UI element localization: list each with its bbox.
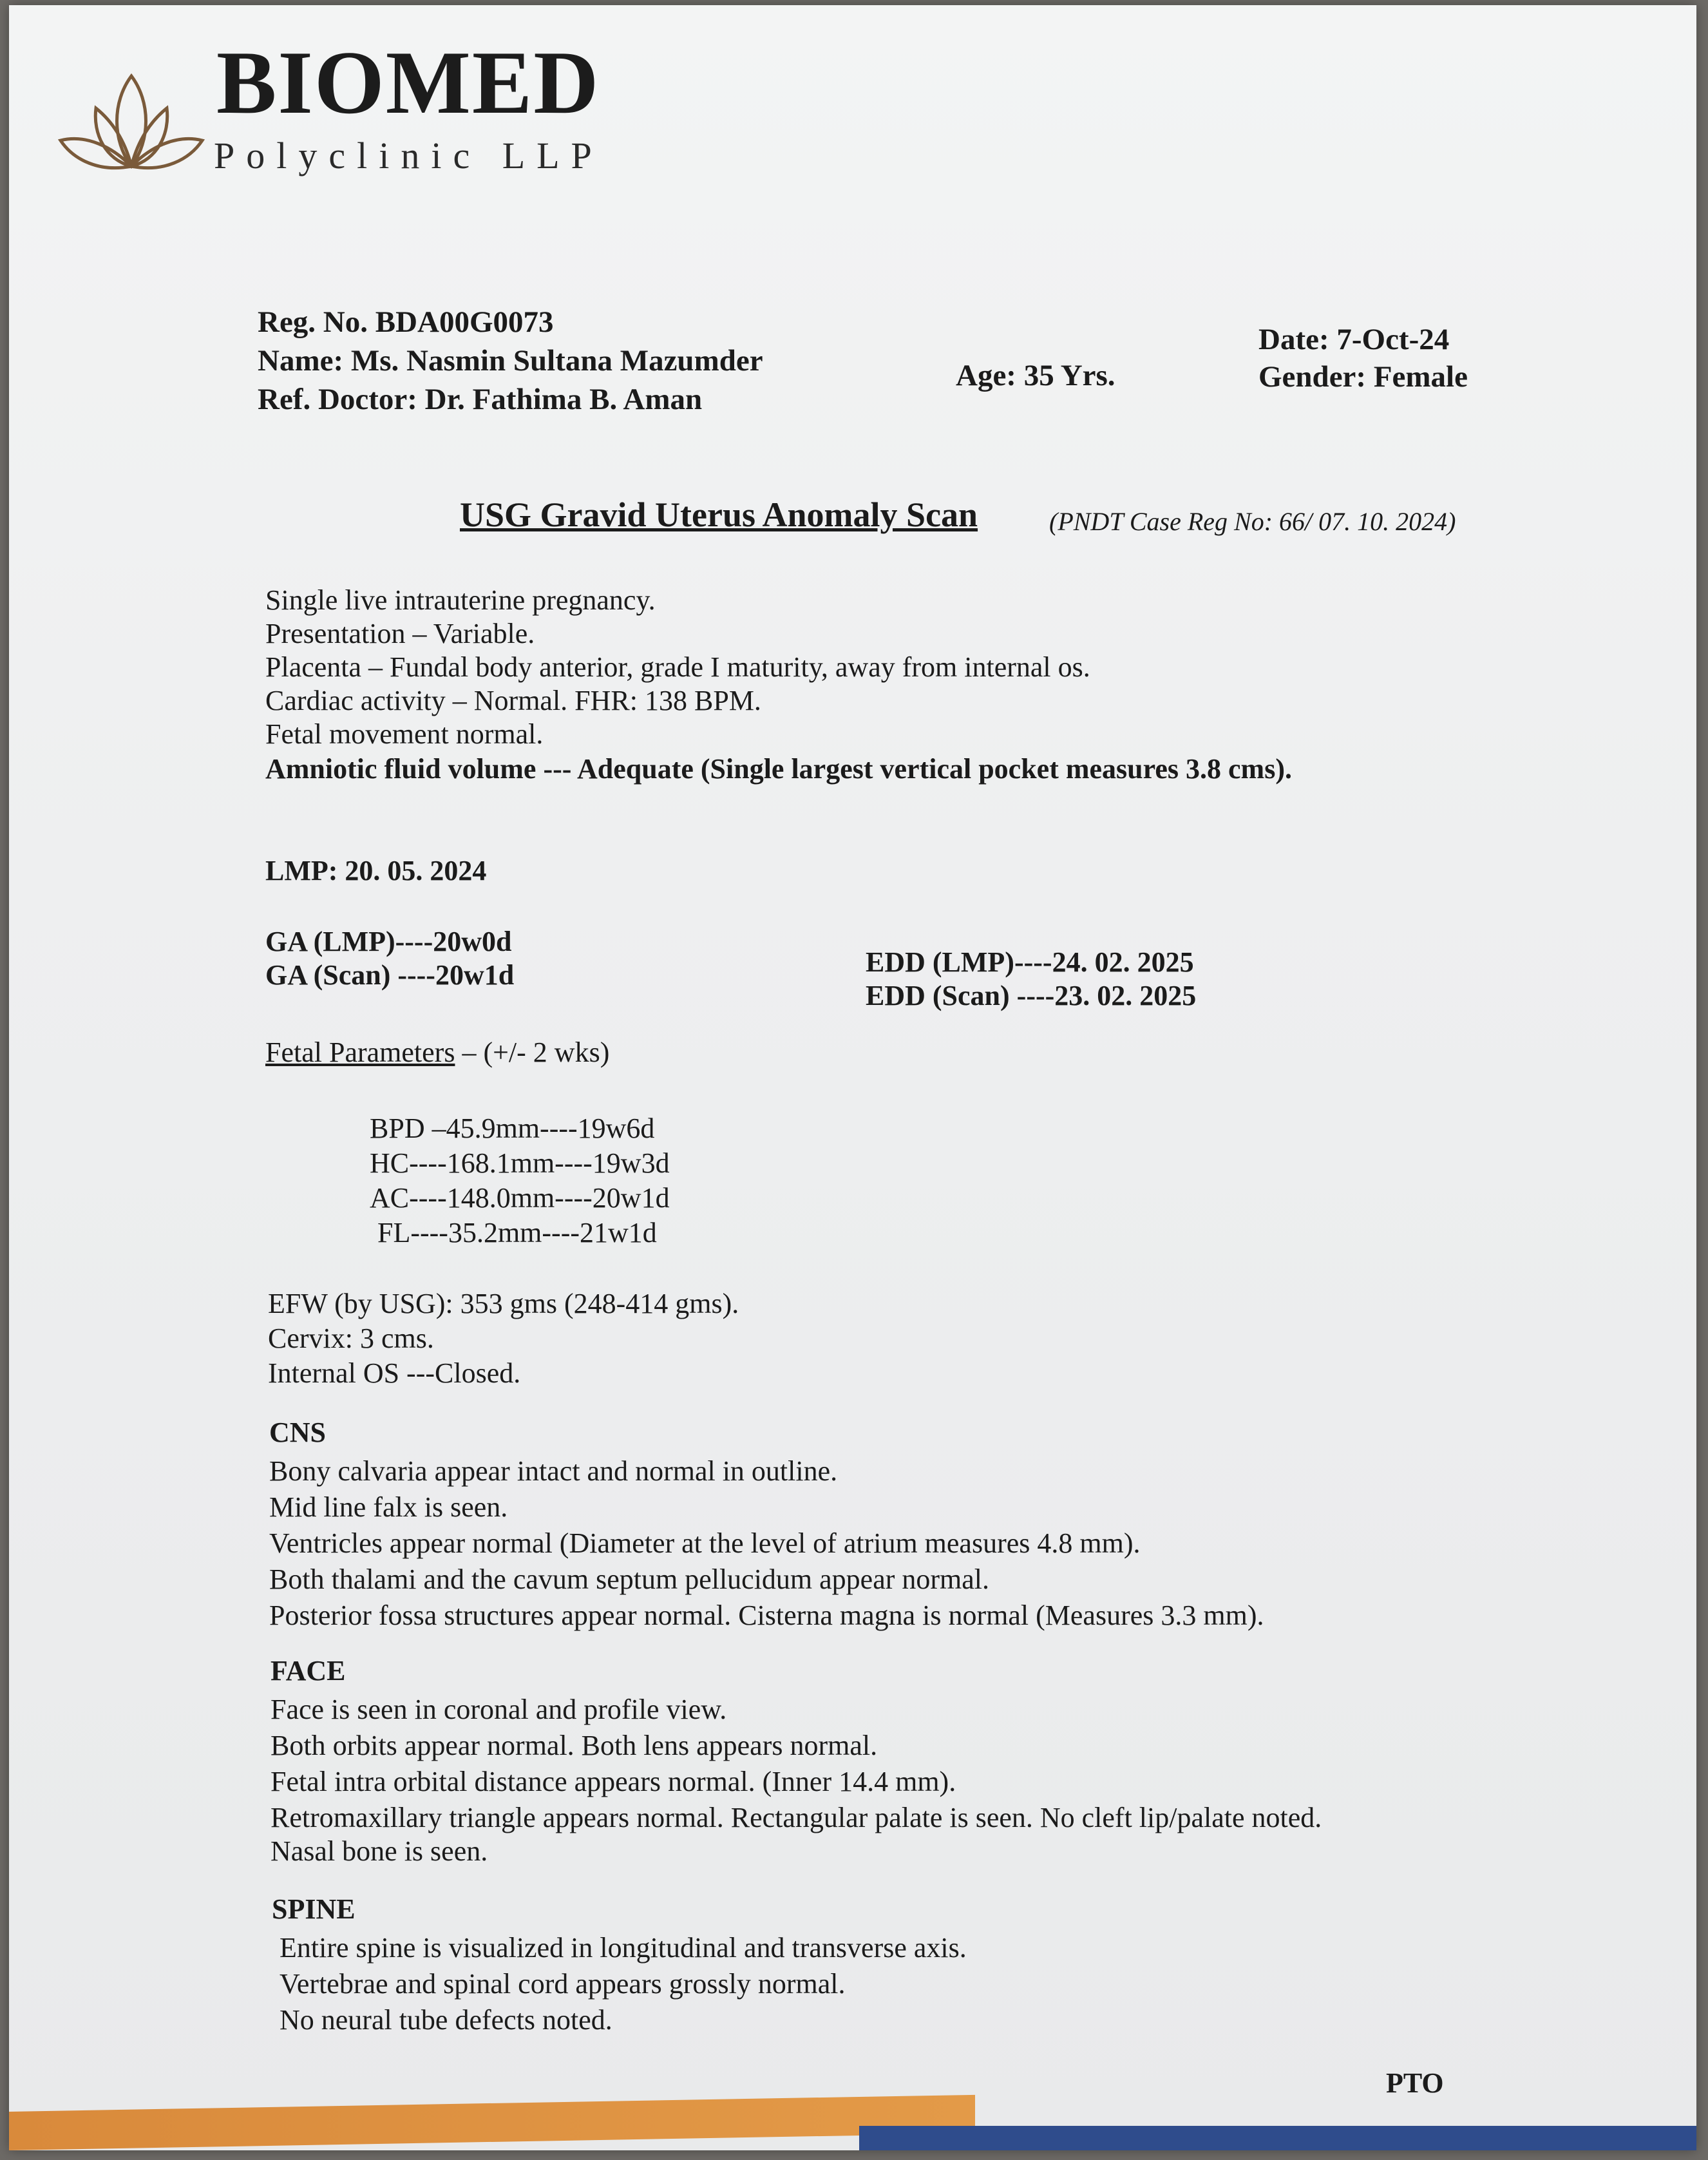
brand-name: BIOMED <box>216 33 600 133</box>
face-line: Both orbits appear normal. Both lens appears normal. <box>270 1730 878 1761</box>
ref-doctor: Ref. Doctor: Dr. Fathima B. Aman <box>258 383 703 416</box>
face-line: Face is seen in coronal and profile view. <box>270 1694 727 1725</box>
spine-line: Entire spine is visualized in longitudinal and transverse axis. <box>280 1932 967 1964</box>
footer-stripe-orange <box>9 2095 975 2150</box>
amniotic-fluid: Amniotic fluid volume --- Adequate (Single largest vertical pocket measures 3.8 cms). <box>265 753 1292 785</box>
finding-line: Placenta – Fundal body anterior, grade I maturity, away from internal os. <box>265 651 1090 683</box>
cns-line: Posterior fossa structures appear normal. Cisterna magna is normal (Measures 3.3 mm). <box>269 1600 1264 1631</box>
face-heading: FACE <box>270 1655 346 1687</box>
reg-no: Reg. No. BDA00G0073 <box>258 305 554 339</box>
case-reg: (PNDT Case Reg No: 66/ 07. 10. 2024) <box>1049 507 1456 536</box>
internal-os: Internal OS ---Closed. <box>268 1357 521 1389</box>
fetal-param: AC----148.0mm----20w1d <box>370 1182 670 1214</box>
efw: EFW (by USG): 353 gms (248-414 gms). <box>268 1288 739 1319</box>
spine-line: No neural tube defects noted. <box>280 2004 612 2036</box>
finding-line: Presentation – Variable. <box>265 618 535 649</box>
cns-heading: CNS <box>269 1417 327 1448</box>
spine-heading: SPINE <box>272 1893 356 1925</box>
patient-age: Age: 35 Yrs. <box>956 359 1115 392</box>
face-line: Fetal intra orbital distance appears normal. (Inner 14.4 mm). <box>270 1766 956 1797</box>
lmp: LMP: 20. 05. 2024 <box>265 855 487 886</box>
footer-stripe-blue <box>859 2126 1696 2150</box>
cns-line: Both thalami and the cavum septum pellucidum appear normal. <box>269 1563 990 1595</box>
edd-lmp: EDD (LMP)----24. 02. 2025 <box>866 946 1194 978</box>
face-line: Retromaxillary triangle appears normal. Rectangular palate is seen. No cleft lip/palate noted. <box>270 1802 1322 1833</box>
report-page <box>9 5 1696 2150</box>
patient-gender: Gender: Female <box>1258 360 1468 394</box>
edd-scan: EDD (Scan) ----23. 02. 2025 <box>866 980 1197 1011</box>
report-title: USG Gravid Uterus Anomaly Scan <box>460 495 978 534</box>
fetal-param: BPD –45.9mm----19w6d <box>370 1113 655 1144</box>
finding-line: Single live intrauterine pregnancy. <box>265 584 656 616</box>
fetal-params-heading <box>265 1036 609 1069</box>
spine-line: Vertebrae and spinal cord appears grossly normal. <box>280 1968 846 2000</box>
finding-line: Cardiac activity – Normal. FHR: 138 BPM. <box>265 685 761 716</box>
pto-label: PTO <box>1386 2067 1444 2099</box>
cns-line: Ventricles appear normal (Diameter at the level of atrium measures 4.8 mm). <box>269 1527 1141 1559</box>
finding-line: Fetal movement normal. <box>265 718 544 750</box>
lotus-logo-icon <box>48 63 215 186</box>
ga-scan: GA (Scan) ----20w1d <box>265 959 515 991</box>
report-date: Date: 7-Oct-24 <box>1258 323 1450 356</box>
ga-lmp: GA (LMP)----20w0d <box>265 926 512 957</box>
cns-line: Bony calvaria appear intact and normal in outline. <box>269 1455 838 1487</box>
fetal-param: FL----35.2mm----21w1d <box>377 1217 657 1248</box>
fetal-param: HC----168.1mm----19w3d <box>370 1147 670 1179</box>
face-line: Nasal bone is seen. <box>270 1835 488 1867</box>
cervix: Cervix: 3 cms. <box>268 1323 434 1354</box>
fetal-params-title: Fetal Parameters <box>265 1037 455 1068</box>
patient-name: Name: Ms. Nasmin Sultana Mazumder <box>258 344 763 378</box>
fetal-params-range: – (+/- 2 wks) <box>455 1037 610 1068</box>
cns-line: Mid line falx is seen. <box>269 1491 508 1523</box>
brand-subtitle: Polyclinic LLP <box>214 135 603 177</box>
